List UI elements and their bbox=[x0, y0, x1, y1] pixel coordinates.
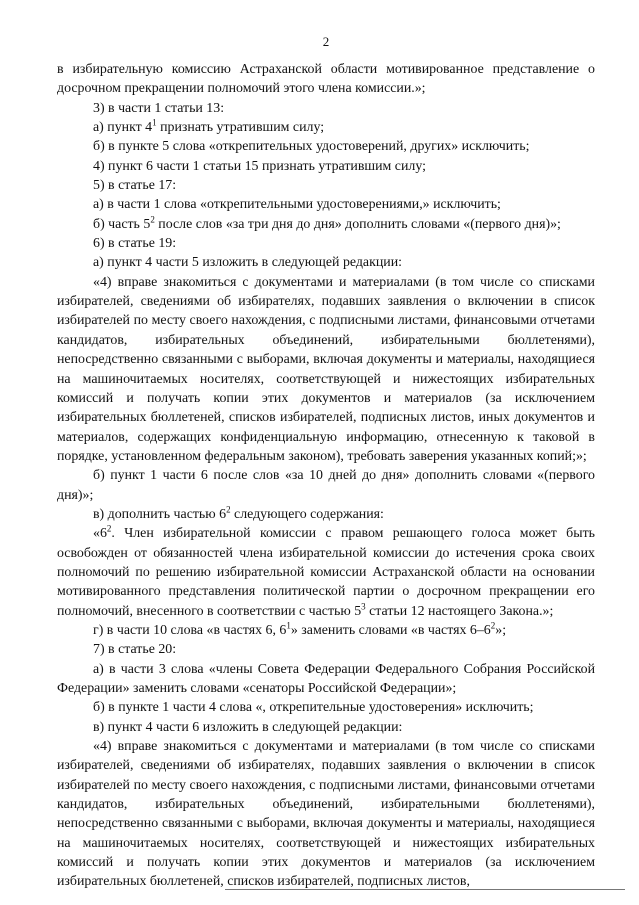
paragraph bbox=[57, 118, 595, 137]
text-run: после слов «за три дня до дня» дополнить словами «(первого дня)»; bbox=[154, 216, 561, 232]
superscript: 1 bbox=[152, 117, 157, 128]
paragraph bbox=[57, 524, 595, 621]
paragraph bbox=[57, 466, 595, 505]
superscript: 2 bbox=[490, 620, 496, 631]
paragraph bbox=[57, 253, 595, 272]
superscript: 3 bbox=[361, 601, 366, 611]
text-run: » заменить словами «в частях 6–6 bbox=[290, 622, 491, 638]
paragraph bbox=[57, 640, 595, 659]
text-run: в) дополнить частью 6 bbox=[93, 506, 227, 522]
paragraph bbox=[57, 157, 595, 176]
text-run: а) пункт 4 bbox=[93, 120, 153, 136]
text-run: «4) вправе знакомиться с документами и материалами (в том числе со списками избирателей, сведениями об избирателях, подавших заявления о включении в список избирателей по месту своего нахождения, с подписными листами, финансовыми отчетами кандидатов, избирательных объединений, избирательными бюллетенями), непосредственно связанными с выборами, включая документы и материалы, находящиеся на машиночитаемых носителях, соответствующей и нижестоящих избирательных комиссий и получать копии этих документов и материалов (за исключением избирательных бюллетеней, списков избирателей, подписных листов, bbox=[57, 739, 595, 890]
paragraph bbox=[57, 99, 595, 118]
text-run: «6 bbox=[93, 526, 107, 542]
paragraph bbox=[57, 660, 595, 699]
text-run: 5) в статье 17: bbox=[93, 178, 177, 194]
superscript: 1 bbox=[286, 620, 291, 631]
paragraph bbox=[57, 234, 595, 253]
text-run: 4) пункт 6 части 1 статьи 15 признать утратившим силу; bbox=[93, 158, 426, 174]
page-number: 2 bbox=[322, 34, 330, 49]
paragraph bbox=[57, 718, 595, 737]
text-run: следующего содержания: bbox=[230, 506, 384, 522]
text-run: б) в пункте 5 слова «открепительных удостоверений, других» исключить; bbox=[93, 139, 530, 155]
text-run: »; bbox=[495, 622, 507, 638]
text-run: в избирательную комиссию Астраханской области мотивированное представление о досрочном прекращении полномочий этого члена комиссии.»; bbox=[57, 62, 595, 97]
text-run: г) в части 10 слова «в частях 6, 6 bbox=[93, 622, 287, 638]
text-run: . Член избирательной комиссии с правом решающего голоса может быть освобожден от обязанностей члена избирательной комиссии до истечения срока своих полномочий по решению избирательной комиссии Астраханской области на основании мотивированного представления политической партии о досрочном прекращении его полномочий, внесенного в соответствии с частью 5 bbox=[57, 526, 595, 619]
document-body bbox=[57, 60, 595, 892]
text-run: признать утратившим силу; bbox=[156, 120, 325, 136]
text-run: в) пункт 4 части 6 изложить в следующей редакции: bbox=[93, 719, 403, 735]
text-run: статьи 12 настоящего Закона.»; bbox=[365, 603, 554, 619]
paragraph bbox=[57, 273, 595, 466]
text-run: а) пункт 4 части 5 изложить в следующей редакции: bbox=[93, 255, 403, 271]
superscript: 2 bbox=[226, 504, 231, 515]
text-run: б) в пункте 1 части 4 слова «, открепительные удостоверения» исключить; bbox=[93, 700, 534, 716]
text-run: а) в части 1 слова «открепительными удостоверениями,» исключить; bbox=[93, 197, 501, 213]
paragraph bbox=[57, 176, 595, 195]
superscript: 2 bbox=[150, 214, 155, 225]
text-run: 6) в статье 19: bbox=[93, 236, 177, 252]
paragraph bbox=[57, 137, 595, 156]
superscript: 2 bbox=[106, 523, 112, 534]
paragraph bbox=[57, 698, 595, 717]
text-run: б) пункт 1 части 6 после слов «за 10 дней до дня» дополнить словами «(первого дня)»; bbox=[57, 468, 595, 503]
bottom-rule bbox=[225, 889, 625, 890]
paragraph bbox=[57, 737, 595, 892]
paragraph bbox=[57, 215, 595, 234]
paragraph bbox=[57, 60, 595, 99]
text-run: а) в части 3 слова «члены Совета Федерации Федерального Собрания Российской Федерации» заменить словами «сенаторы Российской Федерации»; bbox=[57, 661, 595, 696]
text-run: 7) в статье 20: bbox=[93, 642, 177, 658]
text-run: 3) в части 1 статьи 13: bbox=[93, 100, 225, 116]
text-run: б) часть 5 bbox=[93, 216, 151, 232]
paragraph bbox=[57, 621, 595, 640]
paragraph bbox=[57, 505, 595, 524]
text-run: «4) вправе знакомиться с документами и материалами (в том числе со списками избирателей, сведениями об избирателях, подавших заявления о включении в список избирателей по месту своего нахождения, с подписными листами, финансовыми отчетами кандидатов, избирательных объединений, избирательными бюллетенями), непосредственно связанными с выборами, включая документы и материалы, находящиеся на машиночитаемых носителях, соответствующей и нижестоящих избирательных комиссий и получать копии этих документов и материалов (за исключением избирательных бюллетеней, списков избирателей, подписных листов, иных документов и материалов, содержащих конфиденциальную информацию, отнесенную к таковой в порядке, установленном федеральным законом), требовать заверения указанных копий;»; bbox=[57, 274, 595, 464]
paragraph bbox=[57, 195, 595, 214]
